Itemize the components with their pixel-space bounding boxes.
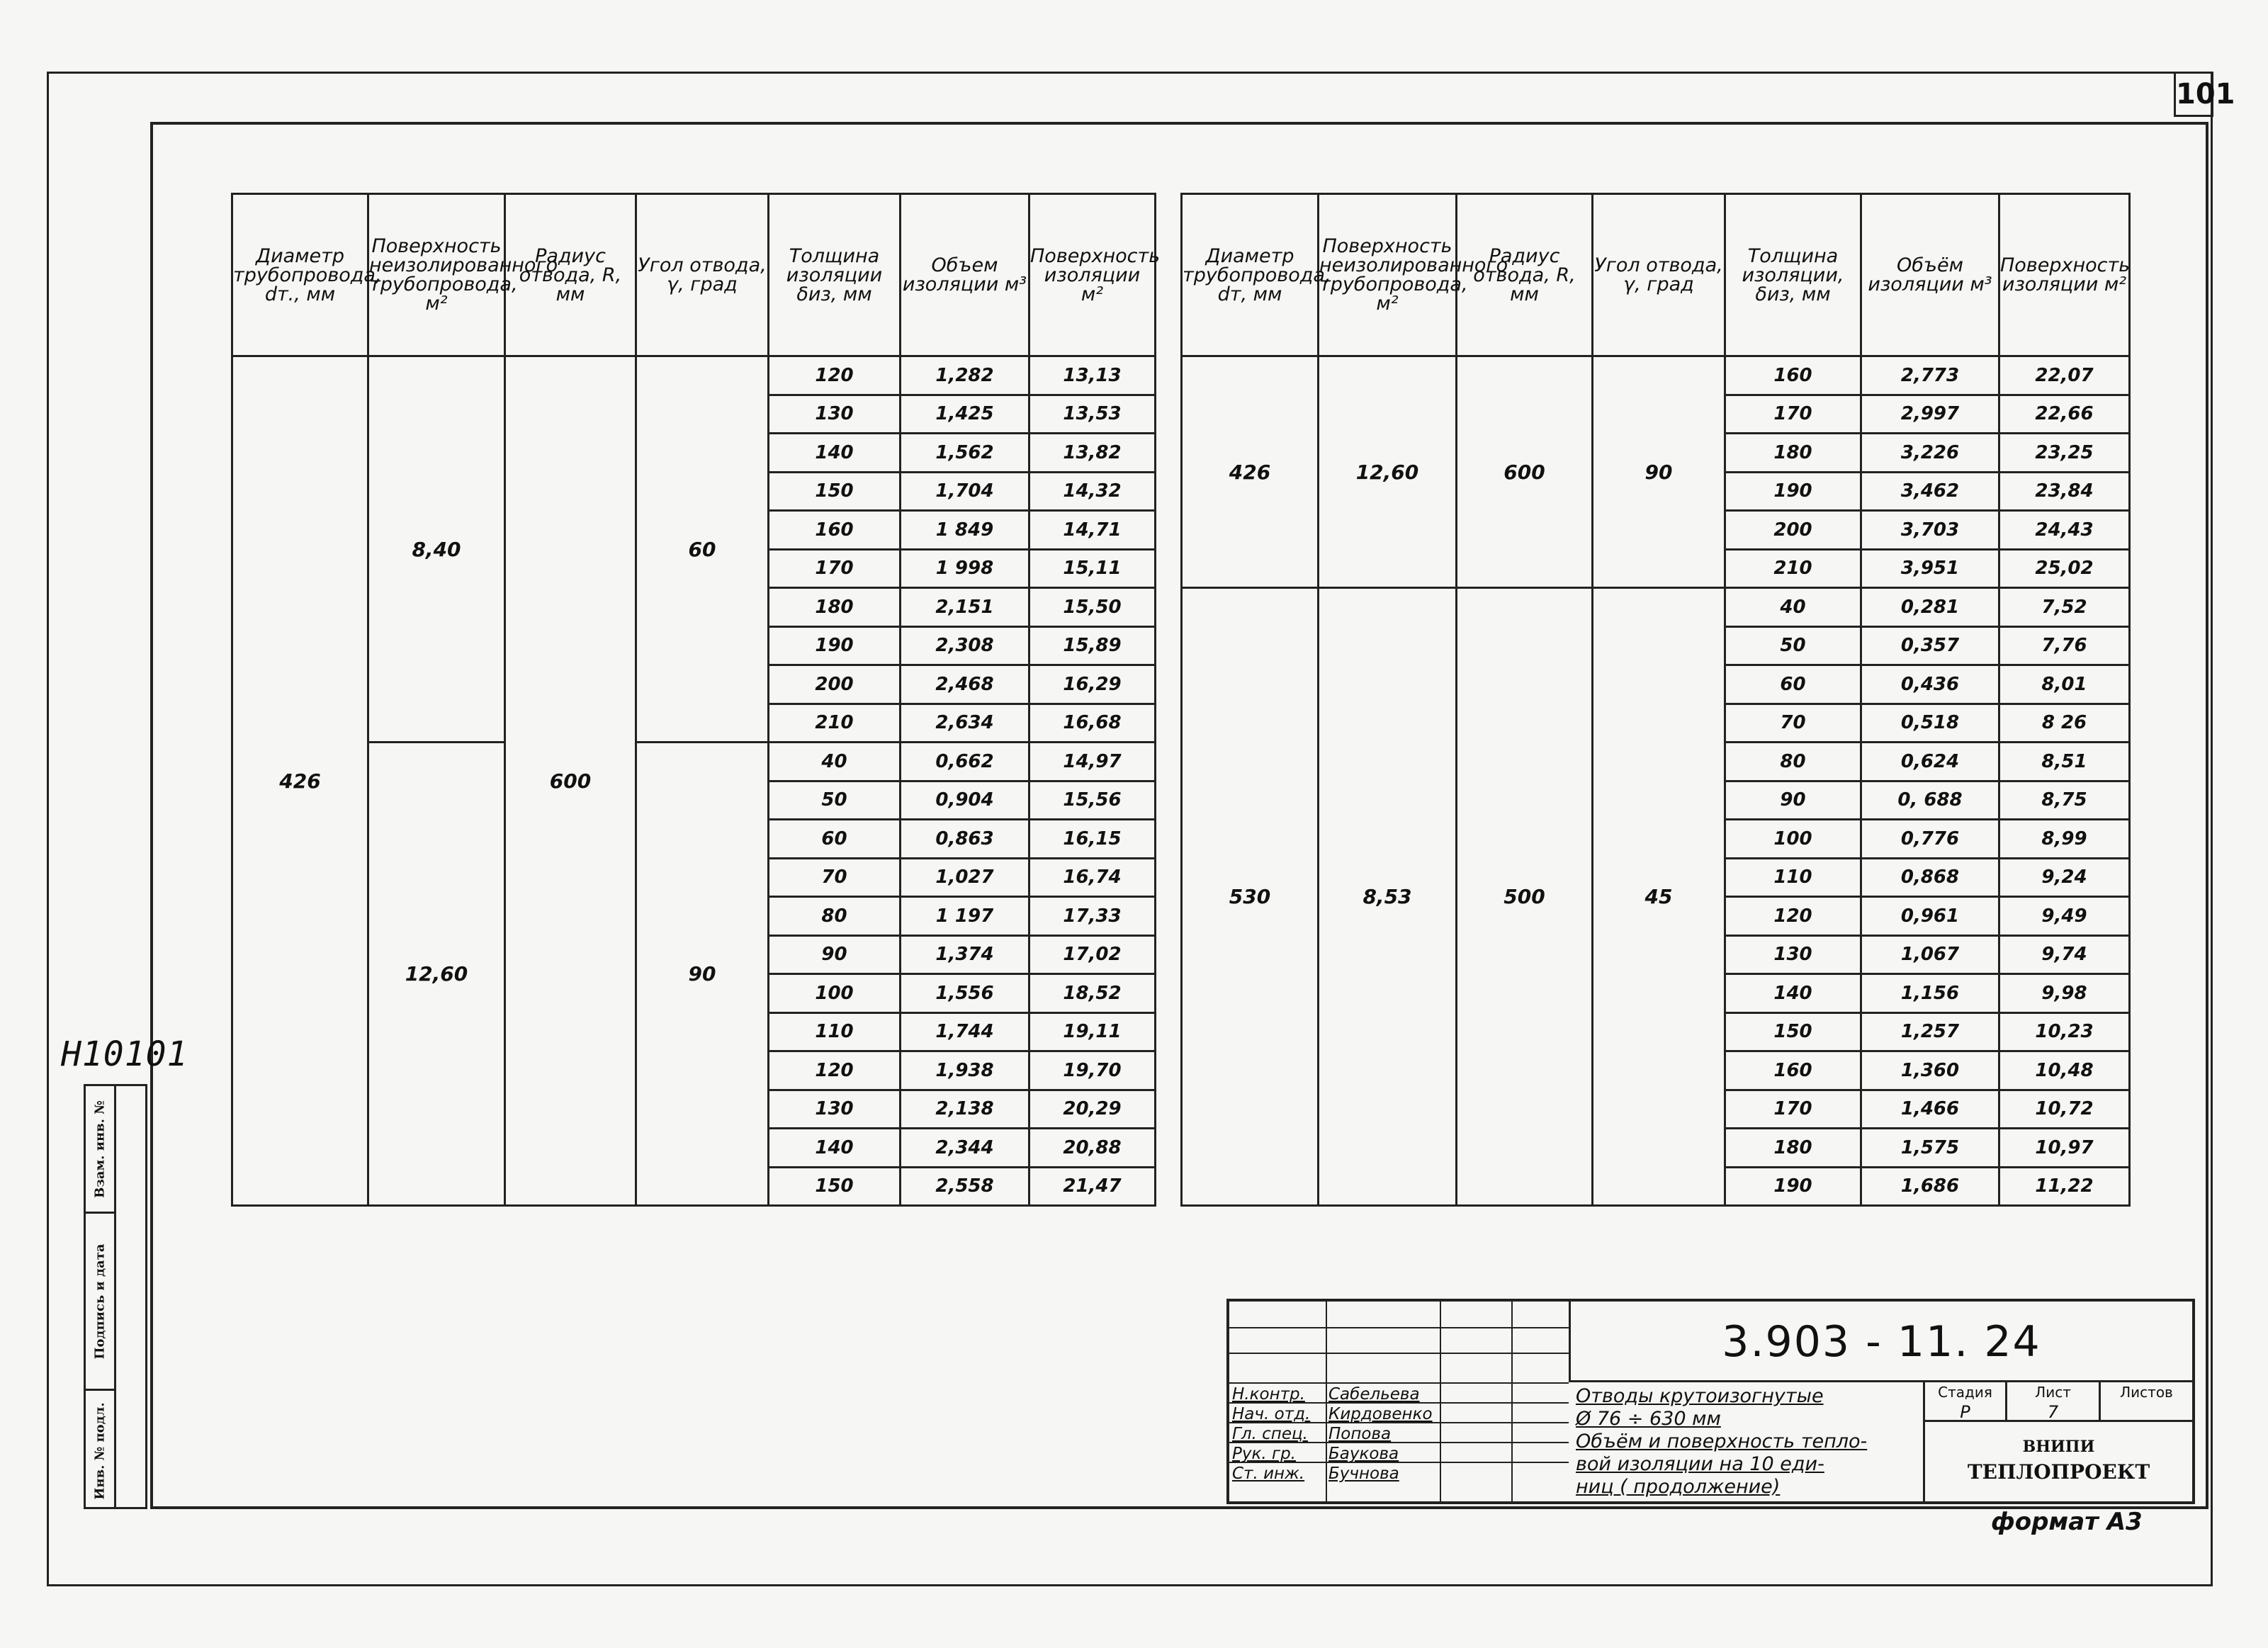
cell-angle: 45: [1593, 588, 1725, 1206]
cell-volume: 1 998: [901, 549, 1029, 588]
org-line-2: ТЕПЛОПРОЕКТ: [1967, 1460, 2150, 1484]
cell-thickness: 120: [769, 1051, 901, 1090]
cell-insulation-surface: 22,07: [1999, 356, 2130, 395]
description-line: Ø 76 ÷ 630 мм: [1576, 1408, 1721, 1430]
cell-thickness: 200: [769, 665, 901, 704]
name-3: Попова: [1328, 1425, 1392, 1443]
cell-bare-surface: 8,40: [368, 356, 505, 743]
cell-bare-surface: 8,53: [1319, 588, 1457, 1206]
org-line-1: ВНИПИ: [2022, 1438, 2095, 1456]
grid-line: [1440, 1302, 1441, 1501]
cell-insulation-surface: 25,02: [1999, 549, 2130, 588]
cell-thickness: 190: [1725, 1167, 1861, 1206]
cell-insulation-surface: 17,02: [1029, 935, 1156, 974]
cell-insulation-surface: 8 26: [1999, 704, 2130, 743]
cell-volume: 1,425: [901, 395, 1029, 434]
cell-thickness: 170: [1725, 1090, 1861, 1129]
cell-volume: 1,257: [1861, 1012, 1999, 1051]
cell-volume: 0,518: [1861, 704, 1999, 743]
cell-thickness: 70: [769, 858, 901, 897]
header-volume: Объём изоляции м³: [1861, 194, 1999, 356]
cell-volume: 1,156: [1861, 974, 1999, 1013]
header-volume: Объем изоляции м³: [901, 194, 1029, 356]
cell-insulation-surface: 9,98: [1999, 974, 2130, 1013]
description-line: Отводы крутоизогнутые: [1576, 1385, 1824, 1407]
document-code-side: Н10101: [61, 1034, 188, 1074]
role-nach-otd: Нач. отд.: [1232, 1405, 1311, 1423]
cell-angle: 90: [1593, 356, 1725, 588]
cell-thickness: 110: [769, 1012, 901, 1051]
title-block-signature-grid: [1229, 1302, 1569, 1501]
cell-thickness: 130: [769, 395, 901, 434]
cell-insulation-surface: 15,89: [1029, 626, 1156, 665]
cell-angle: 60: [636, 356, 769, 743]
cell-volume: 0,357: [1861, 626, 1999, 665]
header-angle: Угол отвода, γ, град: [636, 194, 769, 356]
cell-thickness: 130: [769, 1090, 901, 1129]
cell-thickness: 170: [769, 549, 901, 588]
cell-thickness: 180: [769, 588, 901, 627]
cell-volume: 2,773: [1861, 356, 1999, 395]
insulation-table-right: [1180, 193, 2131, 1207]
sheets-header: Листов: [2120, 1384, 2173, 1401]
cell-volume: 2,308: [901, 626, 1029, 665]
cell-volume: 1,282: [901, 356, 1029, 395]
table-header-row: [232, 194, 1156, 356]
cell-thickness: 150: [769, 472, 901, 511]
description-line: Объём и поверхность тепло-: [1576, 1430, 1868, 1452]
description-line: ниц ( продолжение): [1576, 1476, 1781, 1498]
cell-insulation-surface: 10,97: [1999, 1129, 2130, 1168]
stage-cell: [1923, 1382, 2005, 1422]
cell-insulation-surface: 19,70: [1029, 1051, 1156, 1090]
table-row: [232, 356, 1156, 395]
table-header-row: [1182, 194, 2130, 356]
cell-thickness: 160: [1725, 356, 1861, 395]
stage-sheet-grid: [1923, 1382, 2192, 1422]
cell-insulation-surface: 7,76: [1999, 626, 2130, 665]
cell-thickness: 120: [769, 356, 901, 395]
cell-radius: 600: [505, 356, 636, 1206]
cell-thickness: 110: [1725, 858, 1861, 897]
cell-thickness: 60: [1725, 665, 1861, 704]
cell-volume: 3,462: [1861, 472, 1999, 511]
side-stamp: [84, 1084, 147, 1509]
cell-thickness: 100: [1725, 820, 1861, 859]
grid-line: [1229, 1382, 1569, 1384]
cell-volume: 1,744: [901, 1012, 1029, 1051]
cell-volume: 1,575: [1861, 1129, 1999, 1168]
cell-volume: 0,961: [1861, 897, 1999, 936]
cell-volume: 0,662: [901, 743, 1029, 781]
cell-insulation-surface: 8,01: [1999, 665, 2130, 704]
cell-insulation-surface: 16,29: [1029, 665, 1156, 704]
table-row: [1182, 588, 2130, 627]
cell-thickness: 50: [1725, 626, 1861, 665]
cell-thickness: 50: [769, 781, 901, 820]
sheet-value: 7: [2047, 1402, 2059, 1422]
cell-insulation-surface: 9,49: [1999, 897, 2130, 936]
cell-thickness: 180: [1725, 1129, 1861, 1168]
cell-volume: 3,226: [1861, 434, 1999, 473]
table-row: [1182, 356, 2130, 395]
sheet-header: Лист: [2035, 1384, 2071, 1401]
cell-insulation-surface: 19,11: [1029, 1012, 1156, 1051]
cell-thickness: 180: [1725, 434, 1861, 473]
header-radius: Радиус отвода, R, мм: [505, 194, 636, 356]
cell-thickness: 160: [1725, 1051, 1861, 1090]
cell-thickness: 200: [1725, 511, 1861, 550]
grid-line: [1229, 1353, 1569, 1354]
cell-insulation-surface: 14,97: [1029, 743, 1156, 781]
cell-volume: 2,997: [1861, 395, 1999, 434]
cell-thickness: 150: [1725, 1012, 1861, 1051]
cell-diameter: 426: [232, 356, 368, 1206]
stamp-divider: [86, 1086, 116, 1507]
description-line: вой изоляции на 10 еди-: [1576, 1453, 1824, 1475]
cell-insulation-surface: 10,48: [1999, 1051, 2130, 1090]
cell-volume: 2,151: [901, 588, 1029, 627]
cell-thickness: 60: [769, 820, 901, 859]
cell-volume: 1,360: [1861, 1051, 1999, 1090]
sheets-cell: [2099, 1382, 2192, 1422]
stage-value: Р: [1960, 1402, 1970, 1422]
cell-insulation-surface: 10,72: [1999, 1090, 2130, 1129]
document-description: [1576, 1385, 1909, 1499]
cell-insulation-surface: 23,25: [1999, 434, 2130, 473]
cell-volume: 1,562: [901, 434, 1029, 473]
cell-thickness: 90: [1725, 781, 1861, 820]
stamp-label-signature: Подпись и дата: [92, 1243, 108, 1360]
header-radius: Радиус отвода, R, мм: [1457, 194, 1593, 356]
cell-thickness: 210: [1725, 549, 1861, 588]
cell-insulation-surface: 15,11: [1029, 549, 1156, 588]
cell-insulation-surface: 23,84: [1999, 472, 2130, 511]
header-bare-surface: Поверхность неизолированного трубопровода, м²: [1319, 194, 1457, 356]
cell-thickness: 80: [1725, 743, 1861, 781]
cell-volume: 2,138: [901, 1090, 1029, 1129]
header-insulation-surface: Поверхность изоляции м²: [1999, 194, 2130, 356]
cell-volume: 1 197: [901, 897, 1029, 936]
header-thickness: Толщина изоляции, δиз, мм: [1725, 194, 1861, 356]
cell-insulation-surface: 8,75: [1999, 781, 2130, 820]
cell-volume: 0,436: [1861, 665, 1999, 704]
cell-insulation-surface: 13,13: [1029, 356, 1156, 395]
cell-insulation-surface: 24,43: [1999, 511, 2130, 550]
cell-insulation-surface: 9,74: [1999, 935, 2130, 974]
cell-volume: 1,067: [1861, 935, 1999, 974]
role-gl-spec: Гл. спец.: [1232, 1425, 1308, 1443]
cell-volume: 1,704: [901, 472, 1029, 511]
cell-volume: 1,938: [901, 1051, 1029, 1090]
cell-thickness: 210: [769, 704, 901, 743]
cell-insulation-surface: 16,68: [1029, 704, 1156, 743]
cell-volume: 0,868: [1861, 858, 1999, 897]
format-label: формат А3: [1991, 1508, 2143, 1536]
cell-volume: 2,344: [901, 1129, 1029, 1168]
name-5: Бучнова: [1328, 1464, 1399, 1483]
header-bare-surface: Поверхность неизолированного трубопровода, м²: [368, 194, 505, 356]
cell-volume: 0,904: [901, 781, 1029, 820]
cell-thickness: 160: [769, 511, 901, 550]
cell-volume: 1,374: [901, 935, 1029, 974]
role-nkontr: Н.контр.: [1232, 1385, 1305, 1404]
cell-radius: 500: [1457, 588, 1593, 1206]
cell-volume: 2,634: [901, 704, 1029, 743]
cell-volume: 1,466: [1861, 1090, 1999, 1129]
name-1: Сабельева: [1328, 1385, 1420, 1404]
header-insulation-surface: Поверхность изоляции м²: [1029, 194, 1156, 356]
cell-bare-surface: 12,60: [1319, 356, 1457, 588]
cell-thickness: 170: [1725, 395, 1861, 434]
cell-thickness: 40: [769, 743, 901, 781]
cell-diameter: 426: [1182, 356, 1319, 588]
document-code: 3.903 - 11. 24: [1569, 1302, 2192, 1382]
table-row: [232, 743, 1156, 781]
cell-insulation-surface: 22,66: [1999, 395, 2130, 434]
cell-insulation-surface: 17,33: [1029, 897, 1156, 936]
cell-thickness: 140: [1725, 974, 1861, 1013]
cell-insulation-surface: 14,32: [1029, 472, 1156, 511]
cell-volume: 1,686: [1861, 1167, 1999, 1206]
cell-volume: 3,951: [1861, 549, 1999, 588]
cell-volume: 0,281: [1861, 588, 1999, 627]
cell-diameter: 530: [1182, 588, 1319, 1206]
header-diameter: Диаметр трубопровода, dт, мм: [1182, 194, 1319, 356]
cell-volume: 0, 688: [1861, 781, 1999, 820]
cell-insulation-surface: 13,82: [1029, 434, 1156, 473]
cell-bare-surface: 12,60: [368, 743, 505, 1206]
cell-insulation-surface: 10,23: [1999, 1012, 2130, 1051]
cell-insulation-surface: 7,52: [1999, 588, 2130, 627]
stage-header: Стадия: [1938, 1384, 1992, 1401]
sheet-number: 101: [2174, 72, 2213, 117]
cell-angle: 90: [636, 743, 769, 1206]
header-diameter: Диаметр трубопровода, dт., мм: [232, 194, 368, 356]
name-2: Кирдовенко: [1328, 1405, 1433, 1423]
title-block: [1226, 1299, 2195, 1504]
name-4: Баукова: [1328, 1445, 1399, 1463]
cell-thickness: 90: [769, 935, 901, 974]
cell-volume: 0,624: [1861, 743, 1999, 781]
grid-line: [1326, 1302, 1327, 1501]
cell-insulation-surface: 16,74: [1029, 858, 1156, 897]
cell-thickness: 80: [769, 897, 901, 936]
cell-volume: 1 849: [901, 511, 1029, 550]
cell-volume: 2,558: [901, 1167, 1029, 1206]
role-ruk-gr: Рук. гр.: [1232, 1445, 1296, 1463]
organization: [1923, 1422, 2192, 1501]
cell-volume: 1,027: [901, 858, 1029, 897]
cell-thickness: 190: [1725, 472, 1861, 511]
cell-radius: 600: [1457, 356, 1593, 588]
stamp-label-replacement: Взам. инв. №: [92, 1100, 108, 1198]
cell-insulation-surface: 21,47: [1029, 1167, 1156, 1206]
cell-volume: 2,468: [901, 665, 1029, 704]
cell-thickness: 140: [769, 434, 901, 473]
role-st-inzh: Ст. инж.: [1232, 1464, 1305, 1483]
cell-thickness: 120: [1725, 897, 1861, 936]
stamp-label-original: Инв. № подл.: [92, 1402, 108, 1500]
cell-insulation-surface: 15,50: [1029, 588, 1156, 627]
insulation-table-left: [231, 193, 1161, 1207]
cell-insulation-surface: 18,52: [1029, 974, 1156, 1013]
header-thickness: Толщина изоляции δиз, мм: [769, 194, 901, 356]
cell-insulation-surface: 11,22: [1999, 1167, 2130, 1206]
cell-thickness: 100: [769, 974, 901, 1013]
cell-insulation-surface: 8,51: [1999, 743, 2130, 781]
sheet-cell: [2005, 1382, 2099, 1422]
cell-thickness: 70: [1725, 704, 1861, 743]
cell-insulation-surface: 16,15: [1029, 820, 1156, 859]
cell-thickness: 150: [769, 1167, 901, 1206]
cell-insulation-surface: 15,56: [1029, 781, 1156, 820]
grid-line: [1511, 1302, 1513, 1501]
cell-insulation-surface: 13,53: [1029, 395, 1156, 434]
cell-insulation-surface: 20,88: [1029, 1129, 1156, 1168]
cell-thickness: 40: [1725, 588, 1861, 627]
cell-insulation-surface: 14,71: [1029, 511, 1156, 550]
cell-volume: 0,776: [1861, 820, 1999, 859]
header-angle: Угол отвода, γ, град: [1593, 194, 1725, 356]
cell-thickness: 130: [1725, 935, 1861, 974]
cell-thickness: 190: [769, 626, 901, 665]
cell-volume: 0,863: [901, 820, 1029, 859]
cell-insulation-surface: 8,99: [1999, 820, 2130, 859]
cell-volume: 1,556: [901, 974, 1029, 1013]
cell-volume: 3,703: [1861, 511, 1999, 550]
cell-thickness: 140: [769, 1129, 901, 1168]
grid-line: [1229, 1327, 1569, 1328]
cell-insulation-surface: 20,29: [1029, 1090, 1156, 1129]
cell-insulation-surface: 9,24: [1999, 858, 2130, 897]
